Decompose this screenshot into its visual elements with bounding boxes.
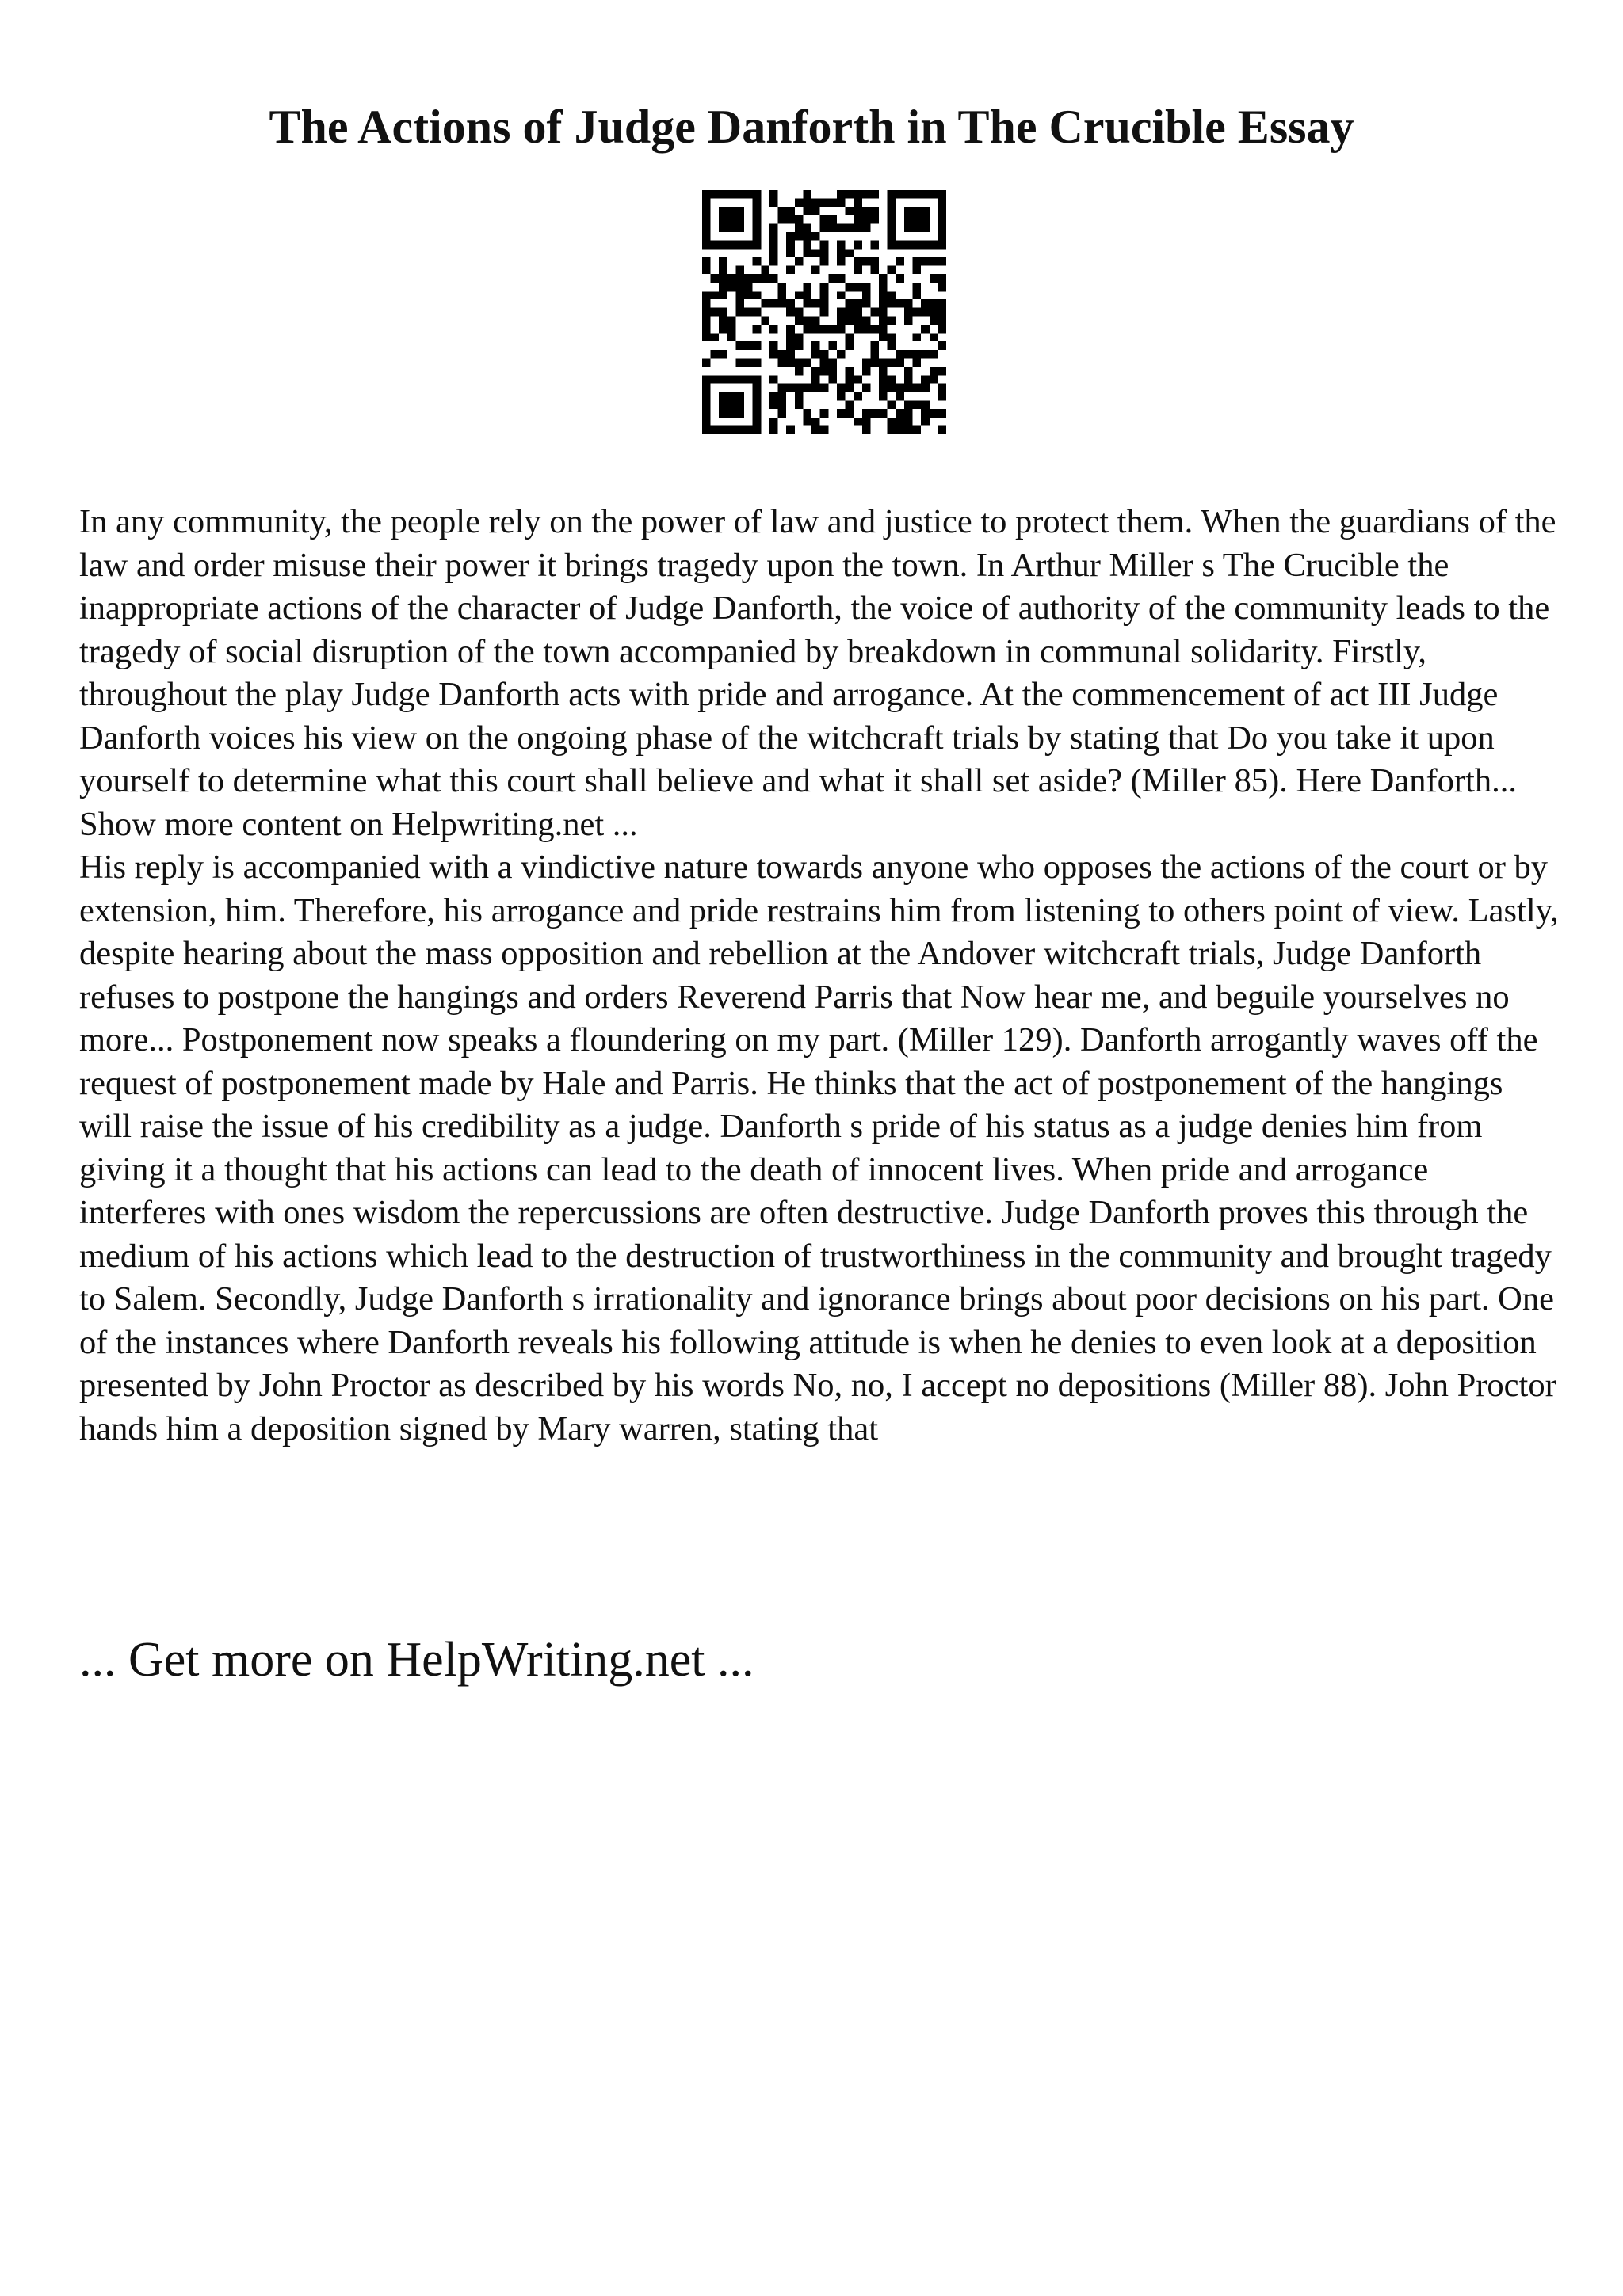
essay-paragraph: His reply is accompanied with a vindictive nature towards anyone who opposes the actions of the court or by extension, him. Therefore, his arrogance and pride restrains him from listening to others point of view. Lastly, despite hearing about the mass opposition and rebellion at the Andover witchcraft trials, Judge Danforth refuses to postpone the hangings and orders Reverend Parris that Now hear me, and beguile yourselves no more... Postponement now speaks a floundering on my part. (Miller 129). Danforth arrogantly waves off the request of postponement made by Hale and Parris. He thinks that the act of postponement of the hangings will raise the issue of his credibility as a judge. Danforth s pride of his status as a judge denies him from giving it a thought that his actions can lead to the death of innocent lives. When pride and arrogance interferes with ones wisdom the repercussions are often destructive. Judge Danforth proves this through the medium of his actions which lead to the destruction of trustworthiness in the community and brought tragedy to Salem. Secondly, Judge Danforth s irrationality and ignorance brings about poor decisions on his part. One of the instances where Danforth reveals his following attitude is when he denies to even look at a deposition presented by John Proctor as described by his words No, no, I accept no depositions (Miller 88). John Proctor hands him a deposition signed by Mary warren, stating that: [79, 849, 1559, 1447]
essay-body: [79, 501, 1563, 1451]
page-title: The Actions of Judge Danforth in The Crucible Essay: [269, 101, 1354, 153]
get-more-link[interactable]: ... Get more on HelpWriting.net ...: [79, 1633, 754, 1687]
essay-paragraph: In any community, the people rely on the power of law and justice to protect them. When the guardians of the law and order misuse their power it brings tragedy upon the town. In Arthur Miller s The Crucible the inappropriate actions of the character of Judge Danforth, the voice of authority of the community leads to the tragedy of social disruption of the town accompanied by breakdown in communal solidarity. Firstly, throughout the play Judge Danforth acts with pride and arrogance. At the commencement of act III Judge Danforth voices his view on the ongoing phase of the witchcraft trials by stating that Do you take it upon yourself to determine what this court shall believe and what it shall set aside? (Miller 85). Here Danforth... Show more content on Helpwriting.net ...: [79, 503, 1556, 843]
qr-code-icon: [702, 190, 946, 434]
